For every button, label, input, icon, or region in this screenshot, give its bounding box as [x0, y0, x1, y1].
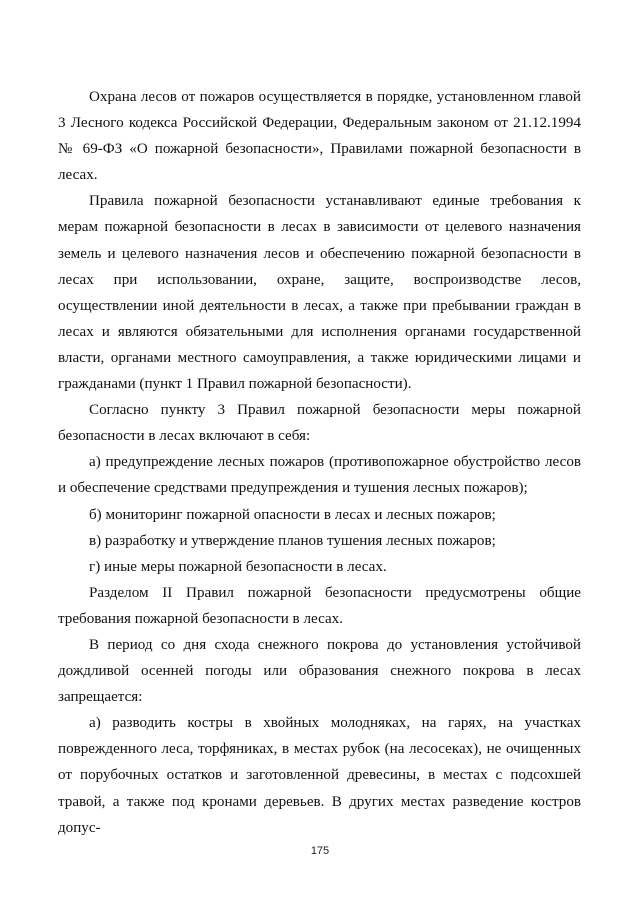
- paragraph-1: Охрана лесов от пожаров осуществляется в порядке, установленном главой 3 Лесного кодекса Российской Федерации, Федеральным законом от 21.12.1994 № 69-ФЗ «О пожарной безопасности», Правилами пожарной безопасности в лесах.: [58, 89, 581, 184]
- document-body: [58, 84, 581, 841]
- paragraph-5: б) мониторинг пожарной опасности в лесах и лесных пожаров;: [89, 506, 496, 523]
- paragraph-10: а) разводить костры в хвойных молодняках, на гарях, на участках поврежденного леса, торфяниках, в местах рубок (на лесосеках), не очищенных от порубочных остатков и заготовленной древесины, в местах с подсохшей травой, а также под кронами деревьев. В других местах разведение костров допус-: [58, 715, 581, 836]
- page-number: 175: [310, 845, 330, 857]
- paragraph-4: а) предупреждение лесных пожаров (противопожарное обустройство лесов и обеспечение средствами предупреждения и тушения лесных пожаров);: [58, 454, 581, 497]
- paragraph-8: Разделом II Правил пожарной безопасности предусмотрены общие требования пожарной безопасности в лесах.: [58, 584, 581, 627]
- paragraph-3: Согласно пункту 3 Правил пожарной безопасности меры пожарной безопасности в лесах включают в себя:: [58, 402, 581, 445]
- paragraph-9: В период со дня схода снежного покрова до установления устойчивой дождливой осенней погоды или образования снежного покрова в лесах запрещается:: [58, 636, 581, 706]
- paragraph-7: г) иные меры пожарной безопасности в лесах.: [89, 558, 387, 575]
- paragraph-6: в) разработку и утверждение планов тушения лесных пожаров;: [89, 532, 496, 549]
- paragraph-2: Правила пожарной безопасности устанавливают единые требования к мерам пожарной безопасности в лесах в зависимости от целевого назначения земель и целевого назначения лесов и обеспечению пожарной безопасности в лесах при использовании, охране, защите, воспроизводстве лесов, осуществлении иной деятельности в лесах, а также при пребывании граждан в лесах и являются обязательными для исполнения органами государственной власти, органами местного самоуправления, а также юридическими лицами и гражданами (пункт 1 Правил пожарной безопасности).: [58, 193, 581, 393]
